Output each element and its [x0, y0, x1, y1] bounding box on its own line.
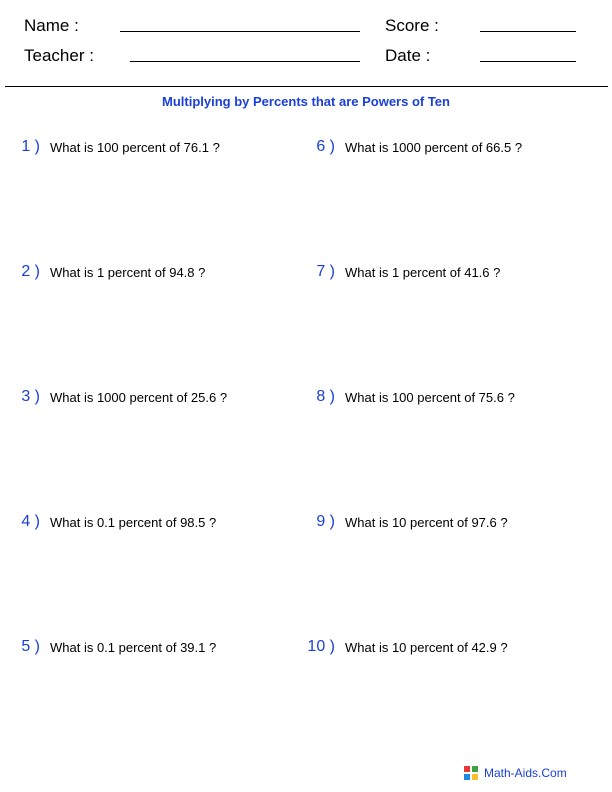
problem-text: What is 0.1 percent of 39.1 ?	[50, 640, 217, 655]
problem-number: 1 )	[21, 138, 40, 155]
problem-number: 2 )	[21, 263, 40, 280]
problem-number: 4 )	[21, 513, 40, 530]
problem-text: What is 1000 percent of 66.5 ?	[345, 140, 523, 155]
logo-text: Math-Aids.Com	[484, 766, 567, 780]
problem-number: 8 )	[316, 388, 335, 405]
problem-number: 10 )	[307, 638, 335, 655]
problem-number: 7 )	[316, 263, 335, 280]
score-line	[480, 31, 576, 32]
problem-text: What is 10 percent of 97.6 ?	[345, 515, 508, 530]
date-line	[480, 61, 576, 62]
problem-text: What is 100 percent of 75.6 ?	[345, 390, 515, 405]
math-aids-logo-icon	[464, 766, 478, 780]
teacher-line	[130, 61, 360, 62]
problem-number: 5 )	[21, 638, 40, 655]
worksheet-title: Multiplying by Percents that are Powers of Ten	[162, 94, 450, 109]
problem-text: What is 1000 percent of 25.6 ?	[50, 390, 228, 405]
problem-text: What is 100 percent of 76.1 ?	[50, 140, 220, 155]
problem-text: What is 10 percent of 42.9 ?	[345, 640, 508, 655]
name-line	[120, 31, 360, 32]
date-label: Date :	[385, 46, 431, 65]
score-label: Score :	[385, 16, 439, 35]
problem-number: 3 )	[21, 388, 40, 405]
header-divider	[5, 86, 608, 87]
problem-text: What is 0.1 percent of 98.5 ?	[50, 515, 217, 530]
problem-number: 6 )	[316, 138, 335, 155]
teacher-label: Teacher :	[24, 46, 94, 65]
problem-text: What is 1 percent of 41.6 ?	[345, 265, 501, 280]
problem-number: 9 )	[316, 513, 335, 530]
problem-text: What is 1 percent of 94.8 ?	[50, 265, 206, 280]
name-label: Name :	[24, 16, 79, 35]
